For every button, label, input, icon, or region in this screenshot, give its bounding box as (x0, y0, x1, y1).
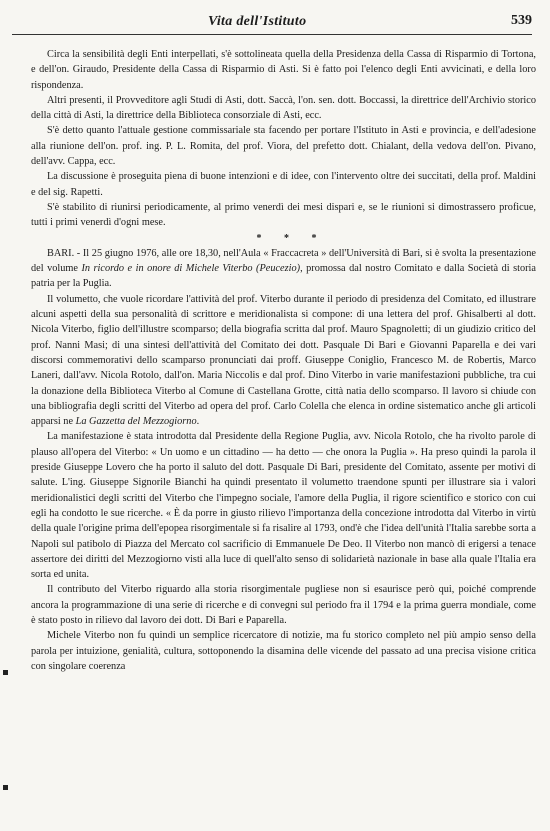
paragraph: Circa la sensibilità degli Enti interpellati, s'è sottolineata quella della Presidenza della Cassa di Risparmio di Tortona, e dell'on. Giraudo, Presidente della Cassa di Risparmio di Asti. Si è fatto poi l'elenco degli Enti avvicinati, e della loro rispondenza. (31, 49, 536, 91)
newspaper-title: La Gazzetta del Mezzogiorno (75, 416, 197, 428)
paragraph (31, 246, 536, 292)
book-title: In ricordo e in onore di Michele Viterbo (Peucezio) (81, 263, 301, 275)
paragraph (31, 292, 536, 430)
paragraph: S'è detto quanto l'attuale gestione commissariale sta facendo per portare l'Istituto in Asti e provincia, e dell'adesione alla riunione dell'on. prof. ing. P. L. Romita, del prof. Viora, del prefetto dott. Chialant, della vedova dell'on. Pivano, dell'avv. Cappa, ecc. (31, 125, 536, 168)
section-separator: * * * (256, 232, 327, 244)
page-body (31, 47, 536, 674)
running-title: Vita dell'Istituto (208, 14, 307, 29)
text-run: Il volumetto, che vuole ricordare l'attività del prof. Viterbo durante il periodo di presidenza del Comitato, ed illustrare alcuni aspetti della sua personalità di scrittore e meridionalista si compone: di una lettera del prof. Ghisalberti al dott. Nicola Viterbo, figlio dell'illustre scomparso; della biografia scritta dal prof. Mauro Spagnoletti; di un giudizio critico del prof. Nanni Masi; di una sintesi dell'attività del Comitato dei dott. Pasquale Di Bari e Giovanni Paparella e dei vari discorsi commemorativi dello scamparso pronunciati dai proff. Giuseppe Coniglio, Francesco M. de Robertis, Marco Laneri, dall'avv. Nicola Rotolo, dall'on. Maria Niccolis e dal prof. Dino Viterbo in varie manifestazioni pubbliche, tra cui la donazione della Biblioteca Viterbo al Comune di Castellana Grotte, città natia dello scomparso. Il lavoro si chiude con una bibliografia degli scritti del Viterbo ad opera del prof. Carlo Colella che elenca in ordine sistematico anche gli articoli apparsi ne (31, 293, 536, 428)
margin-mark (3, 785, 8, 790)
running-header (12, 10, 532, 35)
margin-mark (3, 670, 8, 675)
paragraph: Altri presenti, il Provveditore agli Studi di Asti, dott. Saccà, l'on. sen. dott. Boccassi, la direttrice dell'Archivio storico della città di Asti, la direttrice della Biblioteca consorziale di Asti, ecc. (31, 94, 536, 122)
text-run: , promossa dal nostro Comitato e dalla Società di storia patria per la Puglia. (31, 263, 536, 290)
paragraph: S'è stabilito di riunirsi periodicamente, al primo venerdì dei mesi dispari e, se le riunioni si dimostrassero proficue, tutti i primi venerdì d'ogni mese. (31, 201, 536, 229)
paragraph: La discussione è proseguita piena di buone intenzioni e di idee, con l'intervento oltre dei succitati, della prof. Maldini e del sig. Rapetti. (31, 171, 536, 198)
text-run: BARI. - Il 25 giugno 1976, alle ore 18,30, nell'Aula « Fraccacreta » dell'Università di Bari, si è svolta la presentazione del volume (31, 247, 536, 275)
paragraph: La manifestazione è stata introdotta dal Presidente della Regione Puglia, avv. Nicola Rotolo, che ha rivolto parole di plauso all'opera del Viterbo: « Un uomo e un cittadino — ha detto — che onora la Puglia ». Ha preso quindi la parola il preside Giuseppe Lovero che ha porto il saluto del dott. Pasquale Di Bari, presidente del Comitato, assente per motivi di salute. L'ing. Giuseppe Signorile Bianchi ha quindi presentato il volumetto traendone spunti per illustrare sia i valori meridionalistici degli scritti del Viterbo che l'impegno sociale, l'amore della Puglia, il rigore scientifico e storico con cui egli ha condotto le sue ricerche. « È da porre in giusto rilievo l'importanza della concezione introdotta dal Viterbo in virtù della quale l'origine prima dell'epopea risorgimentale si fa risalire al 1793, ond'è che l'idea dell'unità l'Italia sarebbe sorta a Napoli sul patibolo di Piazza del Mercato col sacrificio di Emmanuele De Deo. Il Viterbo non mancò di erigersi a tenace assertore dei diritti del Mezzogiorno visti alla luce di quell'alto senso di solidarietà nazionale in base alla quale l'Italia era sorta ed unita. (31, 431, 536, 581)
page-number: 539 (511, 13, 532, 28)
paragraph: Il contributo del Viterbo riguardo alla storia risorgimentale pugliese non si esaurisce però qui, poiché comprende ancora la programmazione di una serie di ricerche e di convegni sul periodo fra il 1794 e la prima guerra mondiale, come è stato posto in rilievo dal lavoro dei dott. Di Bari e Paparella. (31, 584, 536, 626)
paragraph: Michele Viterbo non fu quindi un semplice ricercatore di notizie, ma fu storico completo nel più ampio senso della parola per intuizione, genialità, cultura, sottoponendo la disamina delle vicende del passato ad una precisa visione critica con singolare coerenza (31, 630, 536, 672)
text-run: . (196, 416, 200, 428)
